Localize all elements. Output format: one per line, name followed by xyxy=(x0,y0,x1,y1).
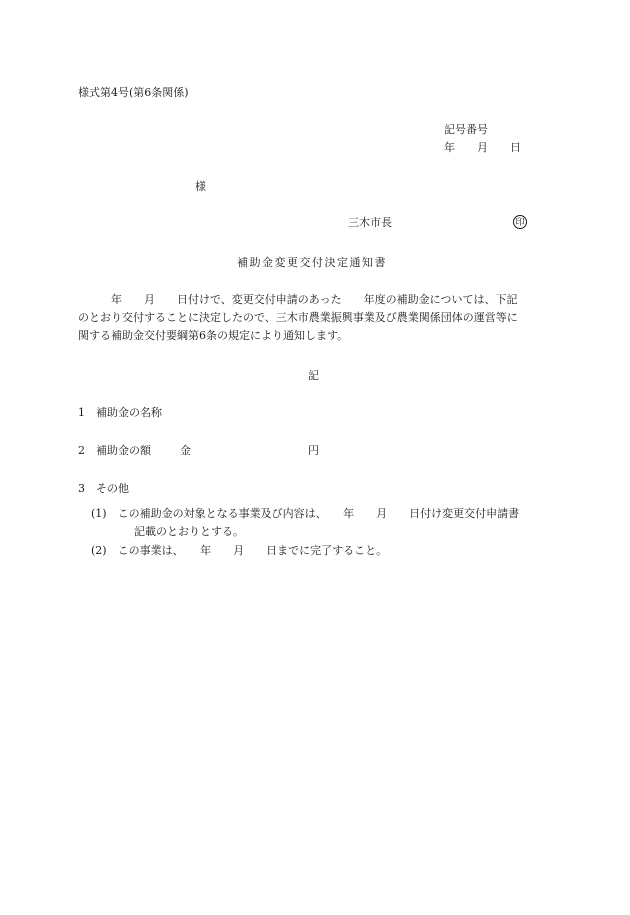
item-2-currency-prefix: 金 xyxy=(180,444,191,457)
item-2-currency-unit: 円 xyxy=(308,444,319,457)
sub-item-2-line-1: (2) この事業は、 年 月 日までに完了すること。 xyxy=(91,544,388,557)
body-text-line-3: 関する補助金交付要綱第6条の規定により通知します。 xyxy=(78,329,349,342)
form-number-label: 様式第4号(第6条関係) xyxy=(78,86,189,99)
sub-item-1-line-1: (1) この補助金の対象となる事業及び内容は、 年 月 日付け変更交付申請書 xyxy=(91,507,520,520)
addressee-honorific: 様 xyxy=(195,180,206,193)
document-title: 補助金変更交付決定通知書 xyxy=(237,256,387,269)
body-text-line-2: のとおり交付することに決定したので、三木市農業振興事業及び農業関係団体の運営等に xyxy=(78,311,518,324)
ki-label: 記 xyxy=(308,369,319,382)
item-2-subsidy-amount: 2 補助金の額 xyxy=(78,444,151,457)
seal-stamp-icon: 印 xyxy=(513,215,527,229)
issuer-name: 三木市長 xyxy=(348,216,392,229)
sub-item-1-line-2: 記載のとおりとする。 xyxy=(134,525,244,538)
item-1-subsidy-name: 1 補助金の名称 xyxy=(78,406,162,419)
item-3-other: 3 その他 xyxy=(78,482,129,495)
body-text-line-1: 年 月 日付けで、変更交付申請のあった 年度の補助金については、下記 xyxy=(78,293,518,306)
reference-number-label: 記号番号 xyxy=(444,123,488,136)
issue-date-line: 年 月 日 xyxy=(444,141,521,154)
